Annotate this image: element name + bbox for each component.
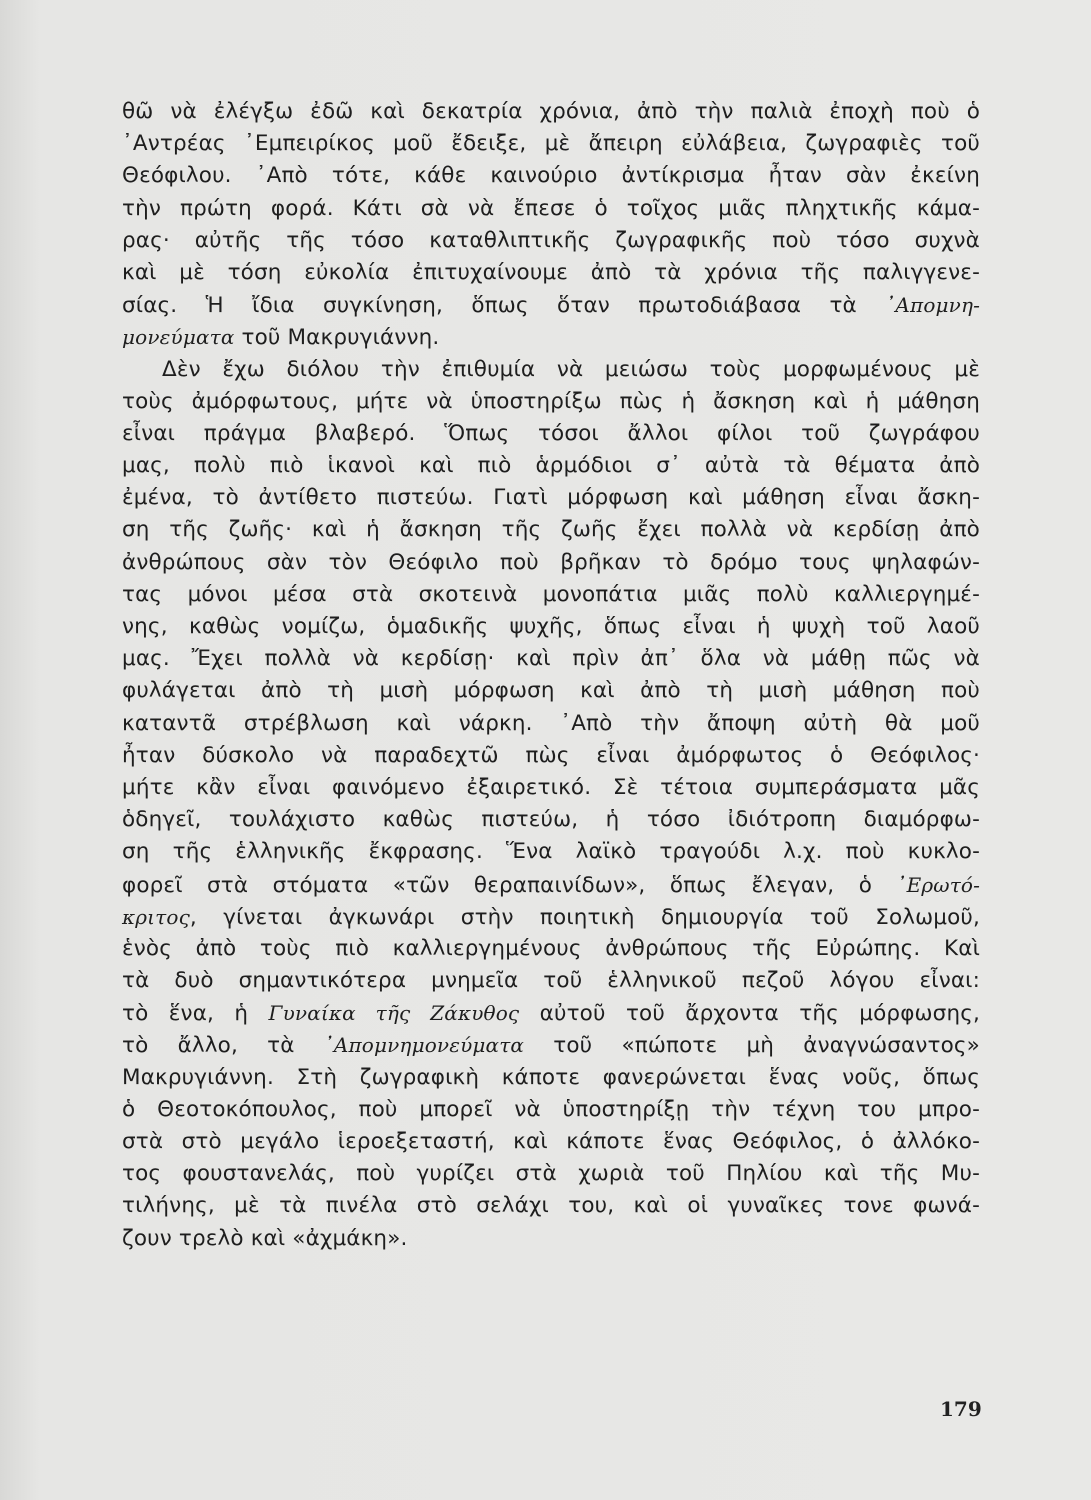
- text-line: ἐμένα, τὸ ἀντίθετο πιστεύω. Γιατὶ μόρφωση καὶ μάθηση εἶναι ἄσκη-: [122, 485, 980, 511]
- paragraph-start-line: Δὲν ἔχω διόλου τὴν ἐπιθυμία νὰ μειώσω τοὺς μορφωμένους μὲ: [162, 356, 980, 382]
- text-segment: τὸ ἄλλο, τὰ: [122, 1033, 324, 1059]
- text-line: τας μόνοι μέσα στὰ σκοτεινὰ μονοπάτια μιᾶς πολὺ καλλιεργημέ-: [122, 581, 980, 607]
- text-line: τος φουστανελάς, ποὺ γυρίζει στὰ χωριὰ τοῦ Πηλίου καὶ τῆς Μυ-: [122, 1161, 980, 1187]
- text-line: ἑνὸς ἀπὸ τοὺς πιὸ καλλιεργημένους ἀνθρώπους τῆς Εὐρώπης. Καὶ: [122, 935, 980, 961]
- text-line: μας, πολὺ πιὸ ἱκανοὶ καὶ πιὸ ἁρμόδιοι σ᾿ αὐτὰ τὰ θέματα ἀπὸ: [122, 453, 980, 479]
- text-segment: , γίνεται ἀγκωνάρι στὴν ποιητικὴ δημιουργία τοῦ Σολωμοῦ,: [189, 904, 980, 930]
- text-line: τὰ δυὸ σημαντικότερα μνημεῖα τοῦ ἑλληνικοῦ πεζοῦ λόγου εἶναι:: [122, 968, 980, 994]
- text-line: [122, 997, 980, 1029]
- text-line: ᾿Αντρέας ᾿Εμπειρίκος μοῦ ἔδειξε, μὲ ἄπειρη εὐλάβεια, ζωγραφιὲς τοῦ: [122, 131, 980, 157]
- text-line: Θεόφιλου. ᾿Απὸ τότε, κάθε καινούριο ἀντίκρισμα ἦταν σὰν ἐκείνη: [122, 163, 980, 189]
- text-line: τιλήνης, μὲ τὰ πινέλα στὸ σελάχι του, καὶ οἱ γυναῖκες τονε φωνά-: [122, 1193, 980, 1219]
- text-line: φυλάγεται ἀπὸ τὴ μισὴ μόρφωση καὶ ἀπὸ τὴ μισὴ μάθηση ποὺ: [122, 678, 980, 704]
- text-line: [122, 901, 980, 933]
- italic-title: κριτος: [122, 904, 190, 929]
- italic-title: μονεύματα: [122, 325, 235, 350]
- text-line: τοὺς ἀμόρφωτους, μήτε νὰ ὑποστηρίξω πὼς ἡ ἄσκηση καὶ ἡ μάθηση: [122, 388, 980, 414]
- body-text: [122, 96, 980, 1255]
- text-line: ἀνθρώπους σὰν τὸν Θεόφιλο ποὺ βρῆκαν τὸ δρόμο τους ψηλαφών-: [122, 549, 980, 575]
- text-line: μας. Ἔχει πολλὰ νὰ κερδίσῃ· καὶ πρὶν ἀπ᾿ ὅλα νὰ μάθῃ πῶς νὰ: [122, 646, 980, 672]
- text-line: εἶναι πράγμα βλαβερό. Ὅπως τόσοι ἄλλοι φίλοι τοῦ ζωγράφου: [122, 420, 980, 446]
- text-segment: τοῦ Μακρυγιάννη.: [234, 325, 440, 351]
- text-line: ση τῆς ἑλληνικῆς ἔκφρασης. Ἕνα λαϊκὸ τραγούδι λ.χ. ποὺ κυκλο-: [122, 839, 980, 865]
- italic-title: ᾿Ερωτό-: [896, 872, 981, 897]
- text-line: ὁδηγεῖ, τουλάχιστο καθὼς πιστεύω, ἡ τόσο ἰδιότροπη διαμόρφω-: [122, 807, 980, 833]
- text-line: [122, 1029, 980, 1061]
- text-line: ὁ Θεοτοκόπουλος, ποὺ μπορεῖ νὰ ὑποστηρίξῃ τὴν τέχνη του μπρο-: [122, 1096, 980, 1122]
- text-line: [122, 289, 980, 321]
- text-line: Μακρυγιάννη. Στὴ ζωγραφικὴ κάποτε φανερώνεται ἕνας νοῦς, ὅπως: [122, 1064, 980, 1090]
- italic-title: ᾿Απομνημονεύματα: [323, 1033, 525, 1058]
- text-line: καταντᾶ στρέβλωση καὶ νάρκη. ᾿Απὸ τὴν ἄποψη αὐτὴ θὰ μοῦ: [122, 710, 980, 736]
- text-segment: τὸ ἕνα, ἡ: [122, 1001, 269, 1027]
- text-line: θῶ νὰ ἐλέγξω ἐδῶ καὶ δεκατρία χρόνια, ἀπὸ τὴν παλιὰ ἐποχὴ ποὺ ὁ: [122, 99, 980, 124]
- text-line: [122, 869, 980, 901]
- text-line: μήτε κἂν εἶναι φαινόμενο ἐξαιρετικό. Σὲ τέτοια συμπεράσματα μᾶς: [122, 774, 980, 800]
- text-segment: φορεῖ στὰ στόματα «τῶν θεραπαινίδων», ὅπως ἔλεγαν, ὁ: [122, 872, 873, 898]
- italic-title: Γυναίκα τῆς Ζάκυθος: [268, 1001, 520, 1026]
- text-segment: τοῦ «πώποτε μὴ ἀναγνώσαντος»: [524, 1033, 980, 1059]
- text-line: ἦταν δύσκολο νὰ παραδεχτῶ πὼς εἶναι ἀμόρφωτος ὁ Θεόφιλος·: [122, 742, 980, 768]
- text-line: ζουν τρελὸ καὶ «ἀχμάκη».: [122, 1225, 408, 1251]
- text-line: ρας· αὐτῆς τῆς τόσο καταθλιπτικῆς ζωγραφικῆς ποὺ τόσο συχνὰ: [122, 227, 980, 253]
- text-line: στὰ στὸ μεγάλο ἱεροεξεταστή, καὶ κάποτε ἕνας Θεόφιλος, ὁ ἀλλόκο-: [122, 1129, 980, 1154]
- text-line: καὶ μὲ τόση εὐκολία ἐπιτυχαίνουμε ἀπὸ τὰ χρόνια τῆς παλιγγενε-: [122, 259, 980, 285]
- text-segment: σίας. Ἡ ἴδια συγκίνηση, ὅπως ὅταν πρωτοδιάβασα τὰ: [122, 293, 857, 319]
- text-line: ση τῆς ζωῆς· καὶ ἡ ἄσκηση τῆς ζωῆς ἔχει πολλὰ νὰ κερδίσῃ ἀπὸ: [122, 517, 980, 543]
- page-number: 179: [940, 1397, 982, 1421]
- text-line: τὴν πρώτη φορά. Κάτι σὰ νὰ ἔπεσε ὁ τοῖχος μιᾶς πληχτικῆς κάμα-: [122, 195, 980, 221]
- text-segment: αὐτοῦ τοῦ ἄρχοντα τῆς μόρφωσης,: [519, 1001, 980, 1027]
- italic-title: ᾿Απομνη-: [885, 293, 981, 318]
- text-line: [122, 321, 980, 353]
- text-line: νης, καθὼς νομίζω, ὁμαδικῆς ψυχῆς, ὅπως εἶναι ἡ ψυχὴ τοῦ λαοῦ: [122, 614, 980, 639]
